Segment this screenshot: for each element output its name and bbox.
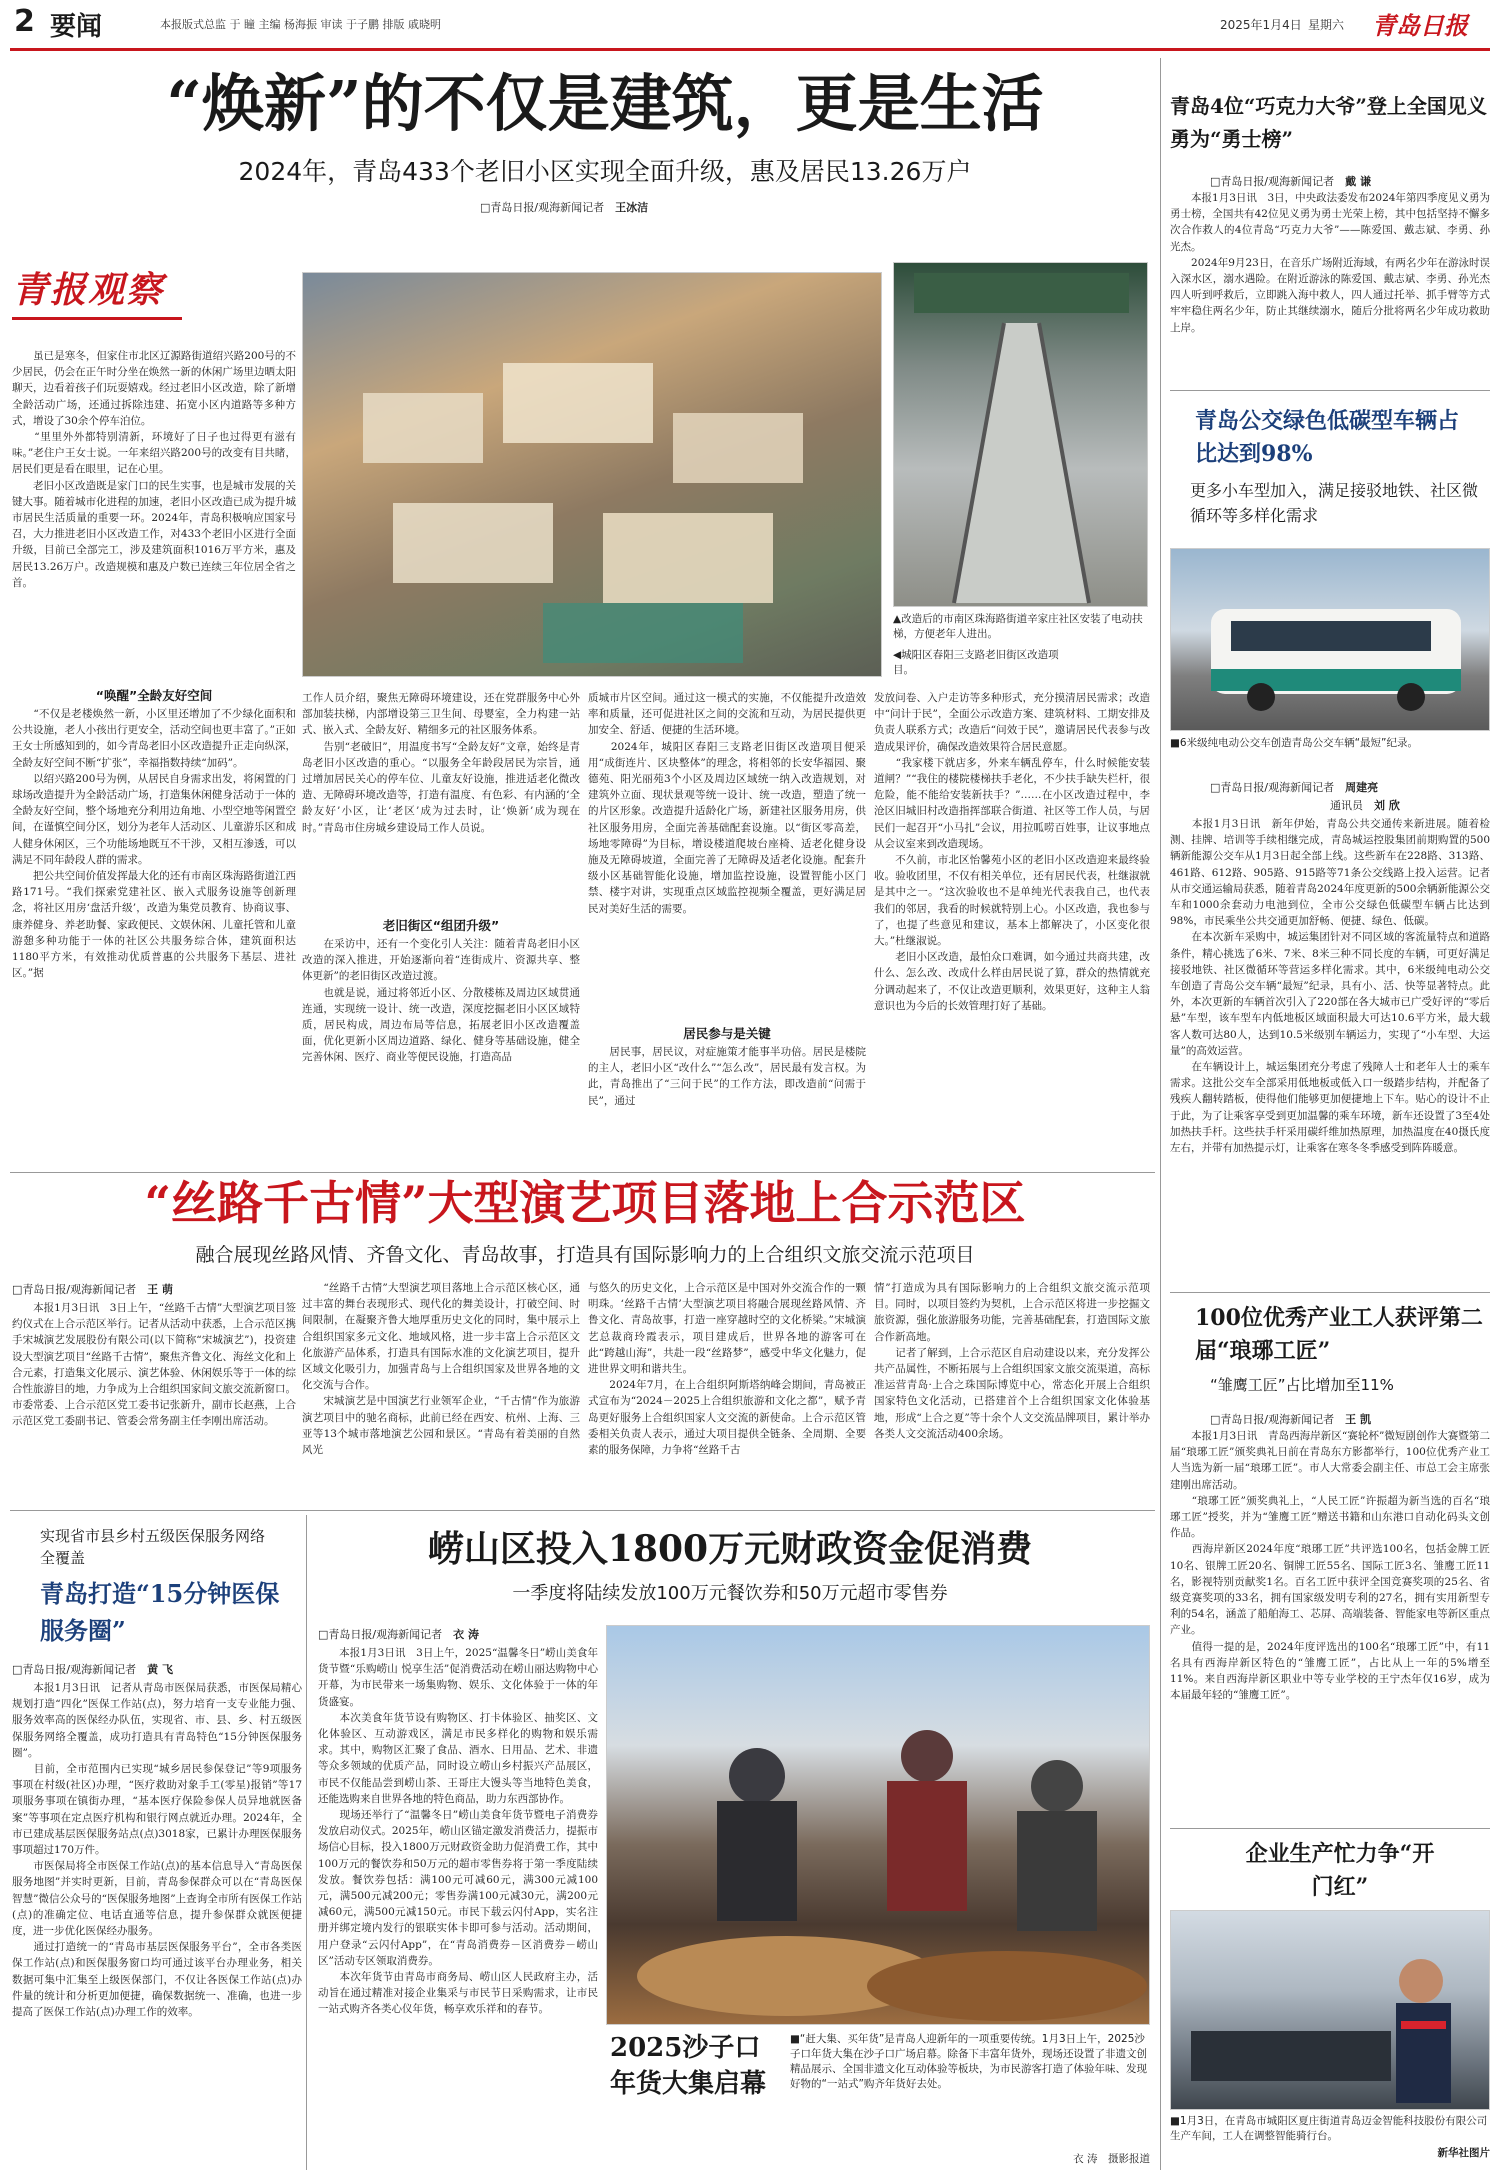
bus-byline-2: 通讯员 刘 欣 (1330, 799, 1400, 812)
page-header (0, 0, 1500, 50)
laoshan-photo-credit: 衣 涛 摄影报道 (1073, 2153, 1150, 2165)
lead-photo-aerial (302, 272, 882, 677)
market-crowd-illustration (607, 1626, 1150, 2025)
issue-date: 2025年1月4日 (1220, 18, 1302, 32)
right-divider-1 (1170, 390, 1490, 391)
section-name: 要闻 (50, 12, 103, 42)
right-top-title: 青岛4位“巧克力大爷”登上全国见义勇为“勇士榜” (1170, 94, 1487, 151)
factory-photo-caption: ■1月3日，在青岛市城阳区夏庄街道青岛迈金智能科技股份有限公司生产车间，工人在调整智能骑行台。 (1170, 2115, 1488, 2142)
factory-worker-illustration (1171, 1911, 1490, 2110)
bus-body: 本报1月3日讯 新年伊始，青岛公共交通传来新进展。随着检测、挂牌、培训等手续相继完成，青岛城运控股集团前期购置的500辆新能源公交车从1月3日起全部上线。这些新车在228路、313路、461路、612路、905路、915路等71条公交线路上投入运营。记者从市交通运输局获悉，随着青岛2024年度更新的500余辆新能源公交车和1000余套动力电池到位，全市公交绿色低碳型车辆占比达到98%，市民乘坐公共交通更加舒畅、便捷、绿色、低碳。 在本次新车采购中，城运集团针对不同区域的客流量特点和道路条件，精心挑选了6米、7米、8米三种不同长度的车辆，可更好满足接驳地铁、社区微循环等营运多样化需求。其中，6米级纯电动公交车创造了青岛公交车辆“最短”纪录，具有小、活、快等显著特点。此外，本次更新的车辆首次引入了220部在各大城市已广受好评的“零后悬”车型，该车型车内低地板区域面积最大可达10.6平方米，最大载客人数可达80人，达到10.5米级别车辆运力，实现了“小车型、大运量”的高效运营。 在车辆设计上，城运集团充分考虑了残障人士和老年人士的乘车需求。这批公交车全部采用低地板或低入口一级踏步结构，并配备了残疾人翻转踏板，使得他们能够更加便捷地上下车。贴心的设计不止于此，为了让乘客享受到更加温馨的乘车环境，新车还设置了3至4处加热扶手杆。这些扶手杆采用碳纤维加热原理，加热温度在40摄氏度左右，并带有加热提示灯，让乘客在寒冬冬季感受到阵阵暖意。 (1170, 818, 1490, 1155)
factory-title: 企业生产忙力争“开门红” (1245, 1841, 1435, 1900)
bus-subtitle: 更多小车型加入，满足接驳地铁、社区微循环等多样化需求 (1190, 481, 1479, 525)
lead-col2b: 在采访中，还有一个变化引人关注：随着青岛老旧小区改造的深入推进，开始逐渐向着“连街成片、资源共享、整体更新”的老旧街区改造过渡。 也就是说，通过将邻近小区、分散楼栋及周边区域贯通连通，实现统一设计、统一改造，深度挖掘老旧小区区域特质，居民构成，周边布局等信息，拓展老旧小区改造覆盖面，优化更新小区周边道路、绿化、健身等基础设施，健全完善休闲、医疗、商业等便民设施，打造高品 (302, 938, 580, 1064)
laoshan-market-photo (606, 1625, 1150, 2025)
bus-byline: □青岛日报/观海新闻记者 周建亮 (1210, 781, 1379, 794)
fair-title: 2025沙子口年货大集启幕 (610, 2033, 767, 2099)
medical-kicker: 实现省市县乡村五级医保服务网络全覆盖 (40, 1527, 266, 1567)
lead-col4: 发放问卷、入户走访等多种形式，充分摸清居民需求；改造中“问计于民”，全面公示改造方案、建筑材料、工期安排及负责人联系方式；改造后“问效于民”，邀请居民代表参与改造成果评价，确保改造效果符合居民意愿。 “我家楼下就店多，外来车辆乱停车，什么时候能安装道闸？”“我住的楼院楼梯扶手老化，不少扶手缺失栏杆，很危险，能不能给安装新扶手？”……在小区改造过程中，李沧区旧城旧村改造指挥部联合街道、社区等工作人员，与居民们一起召开“小马扎”会议，用拉呱唠百姓事，让议事地点从会议室来到改造现场。 不久前，市北区怡馨苑小区的老旧小区改造迎来最终验收。验收团里，不仅有相关单位，还有居民代表，杜继淑就是其中之一。“这次验收也不是单纯光代表我自己，也代表我们的邻居，我看的时候就特别上心。小区改造，我也参与了，也提了些意见和建议，基本上都解决了，小区变化很大。”杜继淑说。 老旧小区改造，最怕众口难调，如今通过共商共建，改什么、怎么改、改成什么样由居民说了算，群众的热情就充分调动起来了，不仅让改造更顺利，效果更好，这种主人翁意识也为今后的长效管理打好了基础。 (874, 692, 1150, 1012)
laoshan-byline: □青岛日报/观海新闻记者 衣 涛 (318, 1628, 479, 1641)
laoshan-photo-caption: ■“赶大集、买年货”是青岛人迎新年的一项重要传统。1月3日上午，2025沙子口年货大集在沙子口广场启幕。除备下丰富年货外，现场还设置了非遗文创精品展示、全国非遗文化互动体验等板块，为市民游客打造了体验年味、发现好物的“一站式”购齐年货好去处。 (790, 2033, 1147, 2090)
lead-col1b: “不仅是老楼焕然一新，小区里还增加了不少绿化面积和公共设施，老人小孩出行更安全，活动空间也更丰富了。”正如王女士所感知到的，如今青岛老旧小区改造提升正走向纵深，全龄友好空间不断“扩张”，幸福指数持续“加码”。 以绍兴路200号为例，从居民自身需求出发，将闲置的门球场改造提升为全龄活动广场，打造集休闲健身活动于一体的全龄友好空间，整个场地充分利用边角地、小型空地等闲置空间，在谨慎空间分区，划分为老年人活动区、儿童游乐区和成人健身休闲区，三个功能场地既互不干涉，又相互渗透，可以满足不同年龄段人群的需求。 把公共空间价值发挥最大化的还有市南区珠海路街道江西路171号。“我们探索党建社区、嵌入式服务设施等创新理念，将社区用房‘盘活升级’，改造为集党员教育、协商议事、康养健身、养老助餐、家政便民、文娱休闲、儿童托管和儿童游憩多种功能于一体的社区公共服务综合体，建筑面积达1180平方米，有效推动优质普惠的公共服务下基层、进社区。”据 (12, 708, 296, 980)
lead-photo-caption-2: ◀城阳区春阳三支路老旧街区改造项目。 (893, 649, 1059, 676)
lead-col3: 质城市片区空间。通过这一模式的实施，不仅能提升改造效率和质量，还可促进社区之间的交流和互动，为居民提供更加安全、舒适、便捷的生活环境。 2024年，城阳区春阳三支路老旧街区改造项目便采用“成街连片、区块整体”的理念，将相邻的长安华福园、聚德苑、阳光丽苑3个小区及周边区域统一纳入改造规划，对建筑外立面、现状景观等统一设计、统一改造，塑造了统一的片区形象。改造提升适龄化广场，新建社区服务用房，供社区服务用房，全面完善基础配套设施。以“街区零高差，场地零障碍”为目标，增设楼道爬坡台座椅、适老化健身设施及无障碍坡道，全面完善了无障碍及适老化设施。配套升级小区基础智能化设施，增加监控设施，设置智能小区门禁、楼宇对讲，实现重点区域监控视频全覆盖，更好满足居民对美好生活的需要。 (588, 692, 866, 915)
bus-title: 青岛公交绿色低碳型车辆占比达到98% (1195, 408, 1460, 467)
lead-byline: □青岛日报/观海新闻记者 王冰洁 (480, 201, 649, 214)
masthead-logo: 青岛日报 (1372, 11, 1468, 40)
lead-col3b: 居民事，居民议，对症施策才能事半功倍。居民是楼院的主人，老旧小区“改什么”“怎么改”，居民最有发言权。为此，青岛推出了“三问于民”的工作方法，即改造前“问需于民”，通过 (588, 1046, 866, 1107)
laoshan-title: 崂山区投入1800万元财政资金促消费 (427, 1528, 1033, 1570)
right-column-divider (1160, 58, 1161, 2170)
medical-byline: □青岛日报/观海新闻记者 黄 飞 (12, 1663, 173, 1676)
silk-divider (10, 1510, 1155, 1511)
page-number: 2 (14, 4, 35, 39)
lead-subhead-1: “唤醒”全龄友好空间 (95, 688, 213, 703)
craftsman-byline: □青岛日报/观海新闻记者 王 凯 (1210, 1413, 1371, 1426)
factory-photo-credit: 新华社图片 (1437, 2147, 1490, 2159)
right-divider-2 (1170, 1292, 1490, 1293)
lead-title: “焕新”的不仅是建筑，更是生活 (166, 67, 1044, 140)
silk-title: “丝路千古情”大型演艺项目落地上合示范区 (144, 1176, 1026, 1230)
silk-col4: 情”打造成为具有国际影响力的上合组织文旅交流示范项目。同时，以项目签约为契机，上合示范区将进一步挖掘文旅资源，强化旅游服务功能，完善基础配套，打造国际文旅合作新高地。 记者了解到，上合示范区自启动建设以来，充分发挥公共产品属性，不断拓展与上合组织国家文旅交流渠道，高标准运营青岛·上合之珠国际博览中心，常态化开展上合组织国家特色文化活动，已搭建首个上合组织国家文化体验基地，形成“上合之夏”等十余个人文交流品牌项目，累计举办各类人文交流活动400余场。 (874, 1282, 1150, 1440)
right-divider-3 (1170, 1828, 1490, 1829)
craftsman-subtitle: “雏鹰工匠”占比增加至11% (1210, 1376, 1394, 1394)
silk-col1: 本报1月3日讯 3日上午，“丝路千古情”大型演艺项目签约仪式在上合示范区举行。记者从活动中获悉，上合示范区携手宋城演艺发展股份有限公司(以下简称“宋城演艺”)，投资建设大型演艺项目“丝路千古情”，聚焦齐鲁文化、海丝文化和上合元素，打造集文化展示、演艺体验、休闲娱乐等于一体的综合性旅游目的地，力争成为上合组织国家间文旅交流新窗口。市委常委、上合示范区党工委书记张新升，副市长赵燕，上合示范区党工委副书记、管委会常务副主任李刚出席活动。 (12, 1302, 296, 1428)
bus-photo (1170, 548, 1490, 731)
silk-byline: □青岛日报/观海新闻记者 王 萌 (12, 1283, 173, 1296)
lead-subhead-2: 老旧街区“组团升级” (382, 918, 500, 933)
laoshan-body: 本报1月3日讯 3日上午，2025“温馨冬日”崂山美食年货节暨“乐购崂山 悦享生活”促消费活动在崂山丽达购物中心开幕，为市民带来一场集购物、娱乐、文化体验于一体的年货盛宴。 本次美食年货节设有购物区、打卡体验区、抽奖区、文化体验区、互动游戏区，满足市民多样化的购物和娱乐需求。其中，购物区汇聚了食品、酒水、日用品、艺术、非遗等众多领域的优质产品，同时设立崂山乡村振兴产品展区，市民不仅能品尝到崂山茶、王哥庄大馒头等当地特色美食，还能选购来自世界各地的特色商品，助力东西部协作。 现场还举行了“温馨冬日”崂山美食年货节暨电子消费券发放启动仪式。2025年，崂山区锚定激发消费活力，提振市场信心目标，投入1800万元财政资金助力促消费工作，其中100万元的餐饮券和50万元的超市零售券将于第一季度陆续发放。餐饮券包括：满100元可减60元，满300元减100元，满500元减200元；零售券满100元减30元，满200元减60元，满500元减150元。市民下载云闪付App，实名注册并绑定境内发行的银联实体卡即可参与活动。活动期间，用户登录“云闪付App”，在“青岛消费券－区消费券－崂山区”活动专区领取消费券。 本次年货节由青岛市商务局、崂山区人民政府主办，活动旨在通过精准对接企业集采与市民节日采购需求，让市民一站式购齐各类心仪年货，畅享欢乐祥和的春节。 (318, 1647, 598, 2016)
lead-photo-caption-1: ▲改造后的市南区珠海路街道辛家庄社区安装了电动扶梯，方便老年人进出。 (893, 613, 1143, 640)
lead-subhead-3: 居民参与是关键 (683, 1026, 771, 1041)
issue-weekday: 星期六 (1308, 18, 1345, 32)
lead-photo-escalator (893, 262, 1148, 607)
right-top-byline: □青岛日报/观海新闻记者 戴 谦 (1210, 175, 1371, 188)
column-logo (12, 262, 192, 334)
aerial-buildings-illustration (303, 273, 882, 677)
lead-subtitle: 2024年，青岛433个老旧小区实现全面升级，惠及居民13.26万户 (238, 157, 972, 186)
bus-illustration (1171, 549, 1490, 731)
medical-vdivider (306, 1515, 307, 2170)
bus-photo-caption: ■6米级纯电动公交车创造青岛公交车辆“最短”纪录。 (1170, 737, 1418, 749)
escalator-illustration (894, 263, 1148, 607)
factory-photo (1170, 1910, 1490, 2110)
lead-col2: 工作人员介绍，聚焦无障碍环境建设，还在党群服务中心外部加装扶梯，内部增设第三卫生间、母婴室，全力构建一站式、嵌入式、全龄友好、精细多元的社区服务体系。 告别“老破旧”，用温度书写“全龄友好”文章，始终是青岛老旧小区改造的重心。“以服务全年龄段居民为宗旨，通过增加居民关心的停车位、儿童友好设施，推进适老化微改造、无障碍环境改造等，打造有温度、有色彩、有内涵的‘全龄友好’小区，让‘老区’成为过去时，让‘焕新’成为现在时。”青岛市住房城乡建设局工作人员说。 (302, 692, 580, 834)
right-top-body: 本报1月3日讯 3日，中央政法委发布2024年第四季度见义勇为勇士榜，全国共有42位见义勇为勇士光荣上榜，其中包括坚持不懈多次合作救人的4位青岛“巧克力大爷”——陈爱国、戴志斌、李勇、孙光杰。 2024年9月23日，在音乐广场附近海域，有两名少年在游泳时误入深水区，溺水遇险。在附近游泳的陈爱国、戴志斌、李勇、孙光杰四人听到呼救后，立即跳入海中救人，四人通过托举、抓手臂等方式牢牢稳住两名少年，防止其继续溺水，随后分批将两名少年成功救助上岸。 (1170, 192, 1490, 334)
column-logo-text: 青报观察 (12, 269, 165, 311)
lead-col1: 虽已是寒冬，但家住市北区辽源路街道绍兴路200号的不少居民，仍会在正午时分坐在焕然一新的休闲广场里边晒太阳聊天，边看着孩子们玩耍嬉戏。经过老旧小区改造，除了新增全龄活动广场，还通过拆除违建、拓宽小区内道路等多种方式，增设了30余个停车泊位。 “里里外外都特别清新，环境好了日子也过得更有滋有味。”老住户王女士说。一年来绍兴路200号的改变有目共睹，居民们更是看在眼里，记在心里。 老旧小区改造既是家门口的民生实事，也是城市发展的关键大事。随着城市化进程的加速，老旧小区改造已成为提升城市居民生活质量的重要一环。2024年，青岛积极响应国家号召，大力推进老旧小区改造工作，对433个老旧小区进行全面升级，目前已全部完工，涉及建筑面积1016万平方米，惠及居民13.26万户。改造规模和惠及户数已连续三年位居全省之首。 (12, 350, 296, 589)
medical-body: 本报1月3日讯 记者从青岛市医保局获悉，市医保局精心规划打造“四化”医保工作站(点)，努力培育一支专业能力强、服务效率高的医保经办队伍，实现省、市、县、乡、村五级医保服务网络全覆盖，成功打造具有青岛特色“15分钟医保服务圈”。 目前，全市范围内已实现“城乡居民参保登记”等9项服务事项在村级(社区)办理，“医疗救助对象手工(零星)报销”等17项服务事项在镇街办理，“基本医疗保险参保人员异地就医备案”等事项在定点医疗机构和银行网点就近办理。2024年，全市已建成基层医保服务站点(点)3018家，已累计办理医保服务事项超过170万件。 市医保局将全市医保工作站(点)的基本信息导入“青岛医保服务地图”并实时更新，目前，青岛参保群众可以在“青岛医保智慧”微信公众号的“医保服务地图”上查询全市所有医保工作站(点)的准确定位、电话直通等信息，提升参保群众就医便捷度，进一步优化医保经办服务。 通过打造统一的“青岛市基层医保服务平台”，全市各类医保工作站(点)和医保服务窗口均可通过该平台办理业务，相关数据可集中汇集至上级医保部门，不仅让各医保工作站(点)办件量的统计和分析更加便捷，确保数据统一、准确，也进一步提高了医保工作站(点)办理工作的效率。 (12, 1682, 302, 2019)
craftsman-title: 100位优秀产业工人获评第二届“琅琊工匠” (1195, 1305, 1483, 1364)
silk-col2: “丝路千古情”大型演艺项目落地上合示范区核心区，通过丰富的舞台表现形式、现代化的舞美设计，打破空间、时间限制，在凝聚齐鲁大地厚重历史文化的同时，集中展示上合组织国家多元文化、地域风格，进一步丰富上合示范区文化旅游产品体系，打造具有国际水准的文化演艺项目，提升区域文化吸引力，加强青岛与上合组织国家及世界各地的文化交流与合作。 宋城演艺是中国演艺行业领军企业，“千古情”作为旅游演艺项目中的驰名商标，此前已经在西安、杭州、上海、三亚等13个城市落地演艺公园和景区。“青岛有着美丽的自然风光 (302, 1282, 580, 1457)
silk-col3: 与悠久的历史文化，上合示范区是中国对外交流合作的一颗明珠。‘丝路千古情’大型演艺项目将融合展现丝路风情、齐鲁文化、青岛故事，打造一座穿越时空的文化桥梁。”宋城演艺总裁商玲霞表示，项目建成后，世界各地的游客可在此“跨越山海”，共赴一段“丝路梦”，感受中华文化魅力，促进世界文明和谐共生。 2024年7月，在上合组织阿斯塔纳峰会期间，青岛被正式宣布为“2024－2025上合组织旅游和文化之都”，赋予青岛更好服务上合组织国家人文交流的新使命。上合示范区管委相关负责人表示，通过大项目提供全链条、全周期、全要素的服务保障，力争将“丝路千古 (588, 1282, 866, 1457)
header-rule (10, 48, 1490, 51)
laoshan-subtitle: 一季度将陆续发放100万元餐饮券和50万元超市零售券 (512, 1583, 948, 1604)
staff-credits: 本报版式总监 于 瞳 主编 杨海振 审读 于子鹏 排版 戚晓明 (160, 18, 441, 31)
medical-title: 青岛打造“15分钟医保服务圈” (40, 1579, 280, 1645)
craftsman-body: 本报1月3日讯 青岛西海岸新区“赛轮杯”微短剧创作大赛暨第二届“琅琊工匠”颁奖典礼日前在青岛东方影都举行，100位优秀产业工人当选为新一届“琅琊工匠”。市人大常委会副主任、市总工会主席张建刚出席活动。 “琅琊工匠”颁奖典礼上，“人民工匠”许振超为新当选的百名“琅琊工匠”授奖，并为“雏鹰工匠”赠送书籍和山东港口自动化码头文创作品。 西海岸新区2024年度“琅琊工匠”共评选100名，包括金牌工匠10名、银牌工匠20名、铜牌工匠55名、国际工匠3名、雏鹰工匠11名，影视特别贡献奖1名。百名工匠中获评全国竞赛奖项的25名、省级竞赛奖项的33名，拥有国家级发明专利的27名，拥有实用新型专利的54名，涵盖了船舶海工、芯屏、高端装备、智能家电等新区重点产业。 值得一提的是，2024年度评选出的100名“琅琊工匠”中，有11名具有西海岸新区特色的“雏鹰工匠”，占比从上一年的5%增至11%。来自西海岸新区职业中等专业学校的王宁杰年仅16岁，成为本届最年轻的“雏鹰工匠”。 (1170, 1430, 1490, 1702)
silk-subtitle: 融合展现丝路风情、齐鲁文化、青岛故事，打造具有国际影响力的上合组织文旅交流示范项目 (195, 1244, 975, 1266)
